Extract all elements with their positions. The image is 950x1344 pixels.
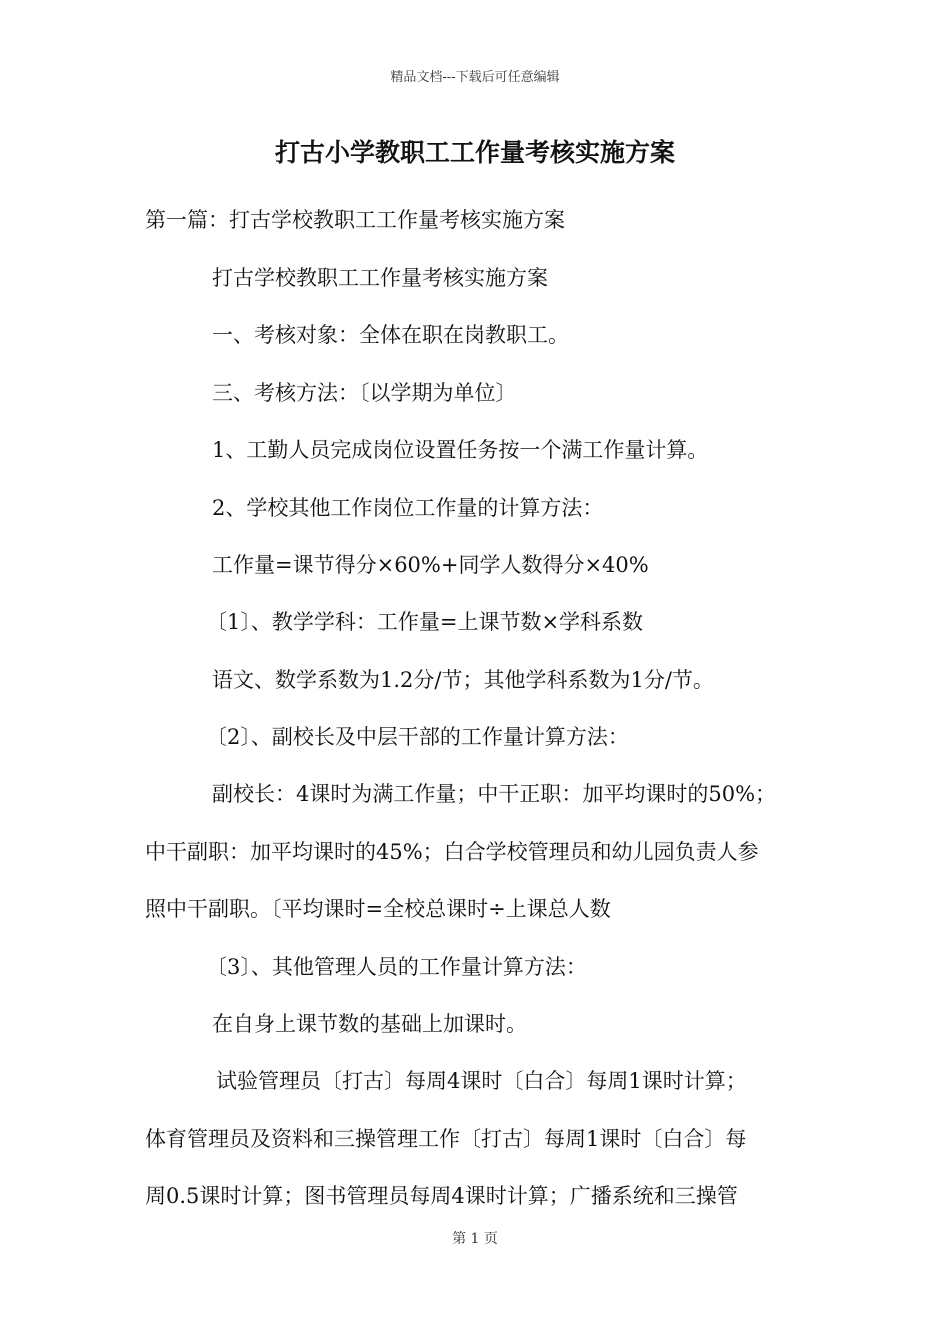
page-number: 第 1 页 xyxy=(452,1231,498,1247)
paragraph-line: 照中干副职。〔平均课时=全校总课时÷上课总人数 xyxy=(145,897,611,921)
paragraph-line: 2、学校其他工作岗位工作量的计算方法： xyxy=(212,496,604,520)
page-header: 精品文档---下载后可任意编辑 xyxy=(390,70,560,85)
paragraph-line: 周0.5课时计算；图书管理员每周4课时计算；广播系统和三操管 xyxy=(145,1184,738,1208)
sub-title: 打古学校教职工工作量考核实施方案 xyxy=(212,266,548,290)
paragraph-line: 副校长：4课时为满工作量；中干正职：加平均课时的50%； xyxy=(212,782,777,806)
paragraph-line: 〔1〕、教学学科：工作量=上课节数×学科系数 xyxy=(206,610,644,634)
paragraph-line: 一、考核对象：全体在职在岗教职工。 xyxy=(212,323,569,347)
paragraph-line: 语文、数学系数为1.2分/节；其他学科系数为1分/节。 xyxy=(212,668,714,692)
paragraph-line: 试验管理员〔打古〕每周4课时〔白合〕每周1课时计算； xyxy=(216,1069,747,1093)
paragraph-line: 三、考核方法：〔以学期为单位〕 xyxy=(212,381,517,405)
formula-line: 工作量=课节得分×60%+同学人数得分×40% xyxy=(212,553,649,577)
paragraph-line: 〔3〕、其他管理人员的工作量计算方法： xyxy=(206,955,587,979)
paragraph-line: 〔2〕、副校长及中层干部的工作量计算方法： xyxy=(206,725,629,749)
document-title: 打古小学教职工工作量考核实施方案 xyxy=(274,138,675,167)
section-heading: 第一篇：打古学校教职工工作量考核实施方案 xyxy=(145,208,565,232)
paragraph-line: 中干副职：加平均课时的45%；白合学校管理员和幼儿园负责人参 xyxy=(145,840,759,864)
paragraph-line: 1、工勤人员完成岗位设置任务按一个满工作量计算。 xyxy=(212,438,709,462)
paragraph-line: 在自身上课节数的基础上加课时。 xyxy=(212,1012,527,1036)
paragraph-line: 体育管理员及资料和三操管理工作〔打古〕每周1课时〔白合〕每 xyxy=(145,1127,747,1151)
